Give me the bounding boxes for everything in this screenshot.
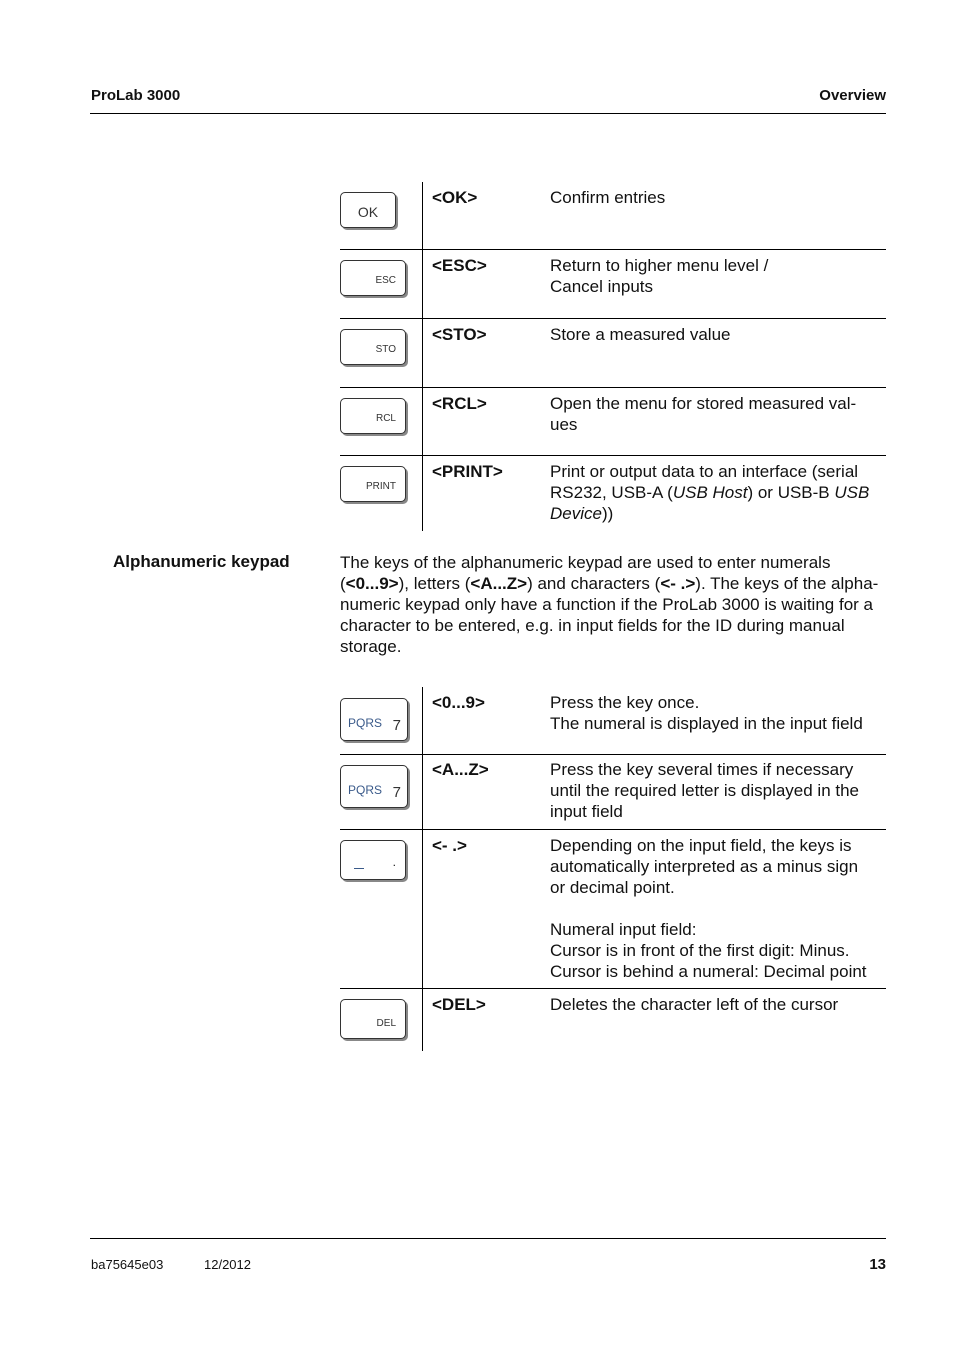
- table-row: [340, 182, 886, 250]
- alphanumeric-intro: The keys of the alphanumeric keypad are used to enter numerals (<0...9>), letters (<A...Z>) and characters (<- .>). The keys of the alpha- numeric keypad only have a function if the ProLab 3000 is waiting for a character to be entered, e.g. in input fields for the ID during manual storage.: [340, 553, 879, 656]
- key-description: Return to higher menu level / Cancel inputs: [550, 250, 886, 319]
- table-row: [340, 319, 886, 388]
- key-name: <OK>: [423, 182, 551, 250]
- table-row: [340, 687, 886, 755]
- key-name: <- .>: [423, 830, 551, 989]
- rcl-key-icon: RCL: [340, 398, 406, 434]
- del-key-icon: DEL: [340, 999, 406, 1039]
- key-name: <PRINT>: [432, 462, 503, 481]
- table-row: [340, 388, 886, 456]
- key-description: Press the key several times if necessary until the required letter is displayed in the input field: [550, 755, 886, 830]
- table-row: [340, 755, 886, 830]
- sto-key-icon: STO: [340, 329, 406, 365]
- alpha-keys-table: [340, 687, 886, 1051]
- key-name: <RCL>: [423, 388, 551, 456]
- print-key-icon: PRINT: [340, 466, 406, 502]
- pqrs-7-key-icon: PQRS 7: [340, 765, 408, 808]
- table-row: [340, 250, 886, 319]
- key-name: <ESC>: [423, 250, 551, 319]
- footer-doc-id: ba75645e03: [91, 1257, 164, 1272]
- ok-key-icon: OK: [340, 192, 396, 228]
- footer-date: 12/2012: [204, 1257, 251, 1272]
- page-number: 13: [869, 1256, 886, 1273]
- function-keys-table: [340, 182, 886, 531]
- key-description: Depending on the input field, the keys is automatically interpreted as a minus sign or decimal point. Numeral input field: Cursor is in front of the first digit: Minus. Cursor is behind a numeral: Decimal point: [550, 830, 886, 989]
- header-product: ProLab 3000: [91, 87, 181, 104]
- footer-rule: [90, 1238, 886, 1239]
- key-name: <0...9>: [423, 687, 551, 755]
- table-row: [340, 989, 886, 1052]
- minus-point-key-icon: .: [340, 840, 406, 880]
- table-row: [340, 830, 886, 989]
- key-description: Confirm entries: [550, 182, 886, 250]
- key-description: Deletes the character left of the cursor: [550, 995, 839, 1014]
- key-description: Store a measured value: [550, 319, 886, 388]
- header-section: Overview: [819, 87, 886, 104]
- pqrs-7-key-icon: PQRS 7: [340, 698, 408, 741]
- key-name: <DEL>: [432, 995, 486, 1014]
- esc-key-icon: ESC: [340, 260, 406, 296]
- header-rule: [90, 113, 886, 114]
- key-name: <STO>: [423, 319, 551, 388]
- key-description: Open the menu for stored measured val- ues: [550, 388, 886, 456]
- key-name: <A...Z>: [423, 755, 551, 830]
- table-row: [340, 456, 886, 532]
- alphanumeric-keypad-label: Alphanumeric keypad: [113, 552, 290, 571]
- key-description: Press the key once. The numeral is displayed in the input field: [550, 687, 886, 755]
- key-description: Print or output data to an interface (serial RS232, USB-A (USB Host) or USB-B USB Device)): [550, 462, 870, 523]
